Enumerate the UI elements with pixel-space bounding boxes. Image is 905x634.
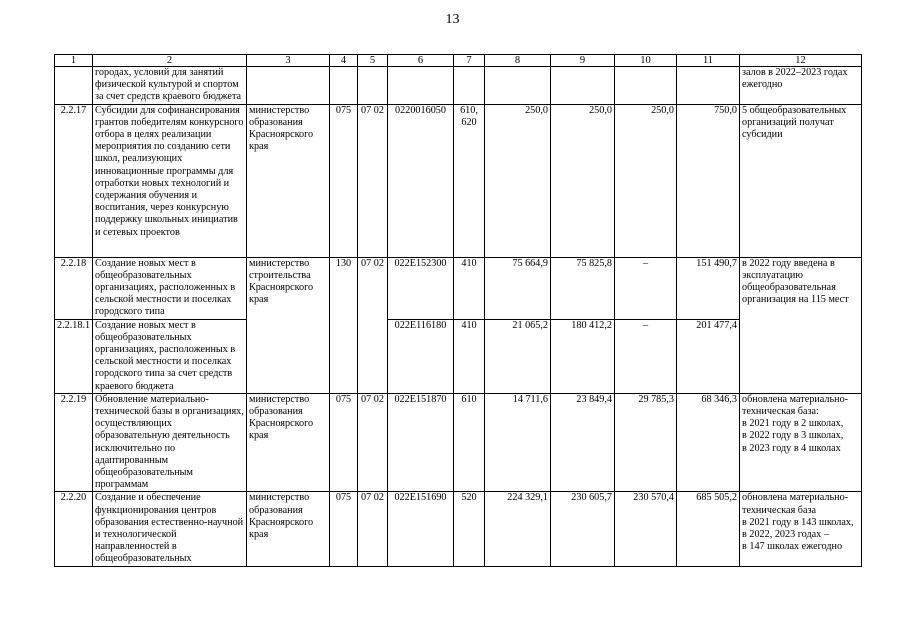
responsible-agency: министерство образования Красноярского края — [247, 393, 330, 492]
grbs-code: 130 — [330, 257, 358, 319]
target-article-code — [388, 67, 454, 105]
header-cell: 9 — [551, 55, 615, 67]
amount-2022: 180 412,2 — [551, 319, 615, 393]
grbs-code — [330, 319, 358, 393]
expense-type-code — [454, 67, 485, 105]
header-cell: 1 — [55, 55, 93, 67]
responsible-agency: министерство строительства Красноярского края — [247, 257, 330, 393]
row-number: 2.2.18.1 — [55, 319, 93, 393]
target-article-code: 022E152300 — [388, 257, 454, 319]
header-cell: 10 — [615, 55, 677, 67]
budget-table — [54, 54, 862, 567]
table-row — [55, 104, 862, 257]
amount-total: 151 490,7 — [677, 257, 740, 319]
section-code — [358, 319, 388, 393]
expected-result: залов в 2022–2023 годах ежегодно — [740, 67, 862, 105]
expected-result: 5 общеобразовательных организаций получат субсидии — [740, 104, 862, 257]
header-cell: 11 — [677, 55, 740, 67]
amount-2021: 75 664,9 — [485, 257, 551, 319]
amount-2023: 230 570,4 — [615, 492, 677, 567]
expected-result: обновлена материально-техническая база: в 2021 году в 2 школах, в 2022 году в 3 школах, в 2023 году в 4 школах — [740, 393, 862, 492]
amount-2022: 75 825,8 — [551, 257, 615, 319]
header-cell: 7 — [454, 55, 485, 67]
measure-name: Создание новых мест в общеобразовательных организациях, расположенных в сельской местности и поселках городского типа за счет средств краевого бюджета — [93, 319, 247, 393]
amount-total — [677, 67, 740, 105]
amount-2022 — [551, 67, 615, 105]
expense-type-code: 410 — [454, 257, 485, 319]
header-cell: 4 — [330, 55, 358, 67]
expense-type-code: 610, 620 — [454, 104, 485, 257]
amount-2023: 250,0 — [615, 104, 677, 257]
grbs-code — [330, 67, 358, 105]
responsible-agency: министерство образования Красноярского края — [247, 104, 330, 257]
amount-2023: – — [615, 319, 677, 393]
amount-2021 — [485, 67, 551, 105]
header-cell: 8 — [485, 55, 551, 67]
measure-name: Обновление материально-технической базы в организациях, осуществляющих образовательную деятельность исключительно по адаптированным общеобразовательным программам — [93, 393, 247, 492]
header-row — [55, 55, 862, 67]
target-article-code: 022E151870 — [388, 393, 454, 492]
responsible-agency — [247, 67, 330, 105]
header-cell: 2 — [93, 55, 247, 67]
target-article-code: 022E116180 — [388, 319, 454, 393]
row-number — [55, 67, 93, 105]
target-article-code: 0220016050 — [388, 104, 454, 257]
measure-name: городах, условий для занятий физической культурой и спортом за счет средств краевого бюджета — [93, 67, 247, 105]
table-row — [55, 257, 862, 319]
expense-type-code: 520 — [454, 492, 485, 567]
section-code — [358, 67, 388, 105]
measure-name: Субсидии для софинансирования грантов победителям конкурсного отбора в целях реализации мероприятия по созданию сети школ, реализующих инновационные программы для отработки новых технологий и содержания обучения и воспитания, через конкурсную поддержку школьных инициатив и сетевых проектов — [93, 104, 247, 257]
expected-result: обновлена материально-техническая база в 2021 году в 143 школах, в 2022, 2023 годах – в 147 школах ежегодно — [740, 492, 862, 567]
table-row — [55, 393, 862, 492]
grbs-code: 075 — [330, 104, 358, 257]
expense-type-code: 410 — [454, 319, 485, 393]
grbs-code: 075 — [330, 492, 358, 567]
responsible-agency: министерство образования Красноярского края — [247, 492, 330, 567]
amount-2022: 250,0 — [551, 104, 615, 257]
amount-2023: 29 785,3 — [615, 393, 677, 492]
amount-total: 685 505,2 — [677, 492, 740, 567]
amount-2021: 14 711,6 — [485, 393, 551, 492]
amount-2022: 23 849,4 — [551, 393, 615, 492]
expense-type-code: 610 — [454, 393, 485, 492]
amount-2023 — [615, 67, 677, 105]
amount-total: 201 477,4 — [677, 319, 740, 393]
header-cell: 12 — [740, 55, 862, 67]
page-number: 13 — [445, 12, 460, 27]
section-code: 07 02 — [358, 492, 388, 567]
section-code: 07 02 — [358, 393, 388, 492]
header-cell: 5 — [358, 55, 388, 67]
row-number: 2.2.18 — [55, 257, 93, 319]
amount-2021: 21 065,2 — [485, 319, 551, 393]
section-code: 07 02 — [358, 104, 388, 257]
amount-total: 68 346,3 — [677, 393, 740, 492]
amount-total: 750,0 — [677, 104, 740, 257]
amount-2021: 224 329,1 — [485, 492, 551, 567]
measure-name: Создание новых мест в общеобразовательных организациях, расположенных в сельской местности и поселках городского типа — [93, 257, 247, 319]
row-number: 2.2.17 — [55, 104, 93, 257]
header-cell: 6 — [388, 55, 454, 67]
section-code: 07 02 — [358, 257, 388, 319]
amount-2022: 230 605,7 — [551, 492, 615, 567]
expected-result: в 2022 году введена в эксплуатацию общеобразовательная организация на 115 мест — [740, 257, 862, 393]
measure-name: Создание и обеспечение функционирования центров образования естественно-научной и технологической направленностей в общеобразовательных — [93, 492, 247, 567]
header-cell: 3 — [247, 55, 330, 67]
table-row — [55, 67, 862, 105]
table-row — [55, 492, 862, 567]
amount-2021: 250,0 — [485, 104, 551, 257]
row-number: 2.2.20 — [55, 492, 93, 567]
target-article-code: 022E151690 — [388, 492, 454, 567]
amount-2023: – — [615, 257, 677, 319]
grbs-code: 075 — [330, 393, 358, 492]
row-number: 2.2.19 — [55, 393, 93, 492]
